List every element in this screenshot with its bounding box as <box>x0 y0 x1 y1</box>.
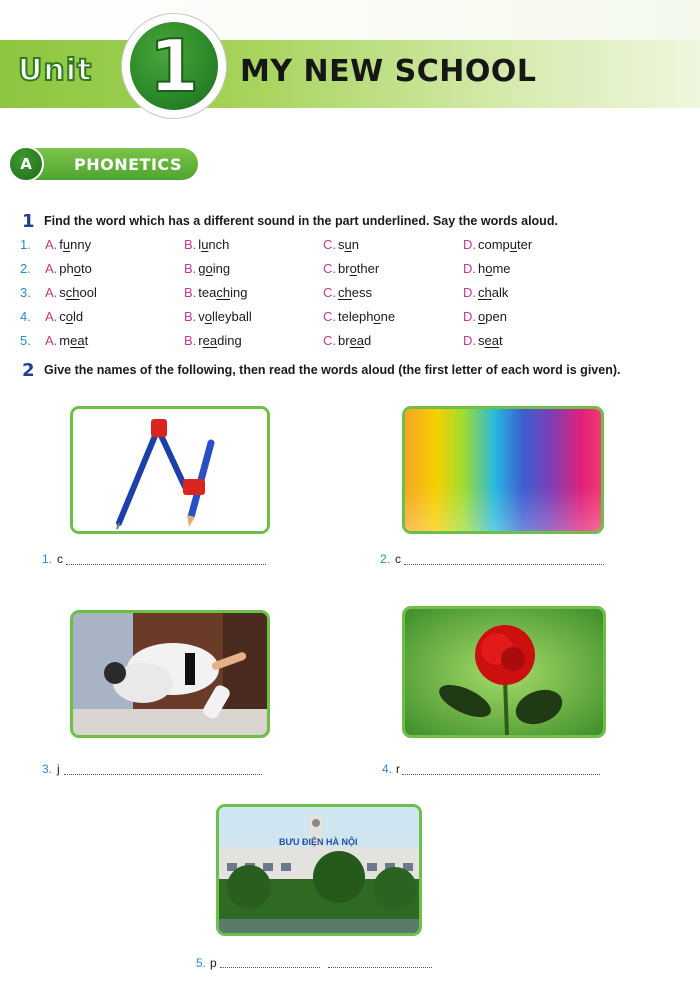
answer-5-letter: p <box>210 956 217 970</box>
option-word-end: lleyball <box>212 309 252 324</box>
option-item[interactable] <box>323 309 395 324</box>
option-word-end: nny <box>70 237 92 252</box>
option-letter: D. <box>463 237 476 252</box>
option-word-start: s <box>478 333 485 348</box>
section-letter-badge <box>8 146 44 182</box>
option-item[interactable] <box>45 237 91 252</box>
option-letter: D. <box>463 285 476 300</box>
option-word-end: t <box>84 333 89 348</box>
option-word-end: t <box>498 333 503 348</box>
option-word-end: d <box>364 333 372 348</box>
option-word-start: h <box>478 261 486 276</box>
option-word-start: g <box>198 261 206 276</box>
option-word-end: ld <box>73 309 84 324</box>
option-word-underlined: o <box>485 261 493 276</box>
answer-1-number: 1. <box>42 552 53 566</box>
judo-image <box>70 610 270 738</box>
option-item[interactable] <box>45 309 83 324</box>
option-letter: A. <box>45 261 58 276</box>
section-title: PHONETICS <box>74 155 182 174</box>
post-office-icon <box>219 807 419 933</box>
answer-4-number: 4. <box>382 762 393 776</box>
option-word-underlined: u <box>201 237 209 252</box>
option-word-start: v <box>198 309 205 324</box>
unit-number-badge <box>122 14 226 118</box>
exercise-2-number: 2 <box>22 360 35 381</box>
option-word-end: ing <box>212 261 231 276</box>
option-word-underlined: u <box>344 237 352 252</box>
option-word-underlined: o <box>65 309 74 324</box>
option-item[interactable] <box>184 333 242 348</box>
option-word-end: me <box>492 261 511 276</box>
option-word-start: l <box>198 237 202 252</box>
option-row-number: 1. <box>20 237 31 252</box>
option-word-end: ter <box>517 237 533 252</box>
answer-5-line-a[interactable] <box>220 967 320 968</box>
option-word-underlined: o <box>478 309 486 324</box>
option-word-underlined: ea <box>202 333 218 348</box>
option-word-start: c <box>59 309 66 324</box>
exercise-1-number: 1 <box>22 211 35 232</box>
option-word-underlined: u <box>62 237 71 252</box>
option-letter: A. <box>45 333 58 348</box>
option-letter: D. <box>463 333 476 348</box>
option-word-end: pen <box>485 309 507 324</box>
option-word-end: to <box>81 261 92 276</box>
option-word-start: comp <box>478 237 510 252</box>
option-word-underlined: o <box>204 309 213 324</box>
post-office-image <box>216 804 422 936</box>
option-word-underlined: o <box>205 261 213 276</box>
option-word-end: alk <box>491 285 509 300</box>
option-word-underlined: ch <box>338 285 352 300</box>
option-word-end: nch <box>208 237 230 252</box>
answer-4-line[interactable] <box>402 774 600 775</box>
answer-4-letter: r <box>396 762 400 776</box>
option-row-number: 3. <box>20 285 31 300</box>
answer-2-line[interactable] <box>404 564 604 565</box>
answer-5-line-b[interactable] <box>328 967 432 968</box>
colours-image <box>402 406 604 534</box>
option-letter: B. <box>184 261 197 276</box>
option-word-end: ing <box>230 285 248 300</box>
option-letter: D. <box>463 261 476 276</box>
option-item[interactable] <box>323 237 359 252</box>
option-item[interactable] <box>463 309 507 324</box>
option-item[interactable] <box>184 237 229 252</box>
option-item[interactable] <box>184 261 230 276</box>
option-word-underlined: ea <box>484 333 499 348</box>
option-word-start: tea <box>198 285 217 300</box>
option-word-underlined: u <box>509 237 518 252</box>
option-item[interactable] <box>463 285 508 300</box>
judo-icon <box>73 613 267 735</box>
option-item[interactable] <box>45 261 92 276</box>
unit-title: MY NEW SCHOOL <box>240 54 537 89</box>
option-letter: B. <box>184 237 197 252</box>
option-word-start: f <box>59 237 63 252</box>
option-word-start: r <box>198 333 203 348</box>
rose-icon <box>405 609 603 735</box>
option-letter: D. <box>463 309 476 324</box>
option-letter: C. <box>323 333 336 348</box>
header-top-strip <box>0 0 700 40</box>
answer-2-letter: c <box>395 552 401 566</box>
option-word-start: ph <box>59 261 74 276</box>
colours-reflection <box>405 487 601 531</box>
answer-1-line[interactable] <box>66 564 266 565</box>
section-letter: A <box>20 155 32 173</box>
option-word-end: ding <box>217 333 242 348</box>
option-word-start: s <box>59 285 66 300</box>
option-item[interactable] <box>323 333 371 348</box>
answer-2-number: 2. <box>380 552 391 566</box>
option-word-end: ess <box>351 285 372 300</box>
option-item[interactable] <box>184 285 247 300</box>
compass-icon <box>73 409 267 531</box>
option-word-start: teleph <box>338 309 374 324</box>
option-word-end: n <box>351 237 359 252</box>
option-word-underlined: o <box>73 261 81 276</box>
compass-image <box>70 406 270 534</box>
answer-5-number: 5. <box>196 956 207 970</box>
answer-3-line[interactable] <box>64 774 262 775</box>
unit-number-circle <box>130 22 218 110</box>
option-word-underlined: ch <box>65 285 80 300</box>
option-letter: C. <box>323 309 336 324</box>
option-word-underlined: ch <box>478 285 492 300</box>
option-word-underlined: ea <box>349 333 365 348</box>
option-word-start: br <box>338 261 350 276</box>
option-word-underlined: ea <box>70 333 85 348</box>
option-word-underlined: ch <box>216 285 231 300</box>
exercise-1-instruction: Find the word which has a different sound in the part underlined. Say the words aloud. <box>44 214 558 228</box>
option-letter: A. <box>45 237 58 252</box>
option-word-start: m <box>59 333 71 348</box>
option-item[interactable] <box>463 261 511 276</box>
option-item[interactable] <box>323 261 379 276</box>
answer-1-letter: c <box>57 552 63 566</box>
option-word-end: ther <box>356 261 380 276</box>
option-row-number: 5. <box>20 333 31 348</box>
option-letter: B. <box>184 285 197 300</box>
option-word-start: s <box>338 237 345 252</box>
option-letter: C. <box>323 237 336 252</box>
answer-3-letter: j <box>57 762 60 776</box>
option-word-end: ne <box>380 309 396 324</box>
option-letter: B. <box>184 333 197 348</box>
option-row-number: 4. <box>20 309 31 324</box>
option-item[interactable] <box>45 285 97 300</box>
option-word-start: br <box>338 333 350 348</box>
option-row-number: 2. <box>20 261 31 276</box>
answer-3-number: 3. <box>42 762 53 776</box>
option-letter: A. <box>45 285 58 300</box>
option-letter: C. <box>323 261 336 276</box>
option-word-end: ool <box>79 285 97 300</box>
option-item[interactable] <box>463 333 503 348</box>
rose-image <box>402 606 606 738</box>
option-item[interactable] <box>45 333 88 348</box>
option-letter: C. <box>323 285 336 300</box>
option-item[interactable] <box>184 309 252 324</box>
option-item[interactable] <box>463 237 532 252</box>
post-office-sign: BƯU ĐIỆN HÀ NỘI <box>279 837 358 847</box>
unit-label: Unit <box>18 53 93 88</box>
option-word-underlined: o <box>349 261 357 276</box>
option-letter: A. <box>45 309 58 324</box>
option-item[interactable] <box>323 285 372 300</box>
option-letter: B. <box>184 309 197 324</box>
option-word-underlined: o <box>373 309 381 324</box>
unit-number: 1 <box>148 24 200 108</box>
exercise-2-instruction: Give the names of the following, then read the words aloud (the first letter of each word is given). <box>44 363 621 377</box>
